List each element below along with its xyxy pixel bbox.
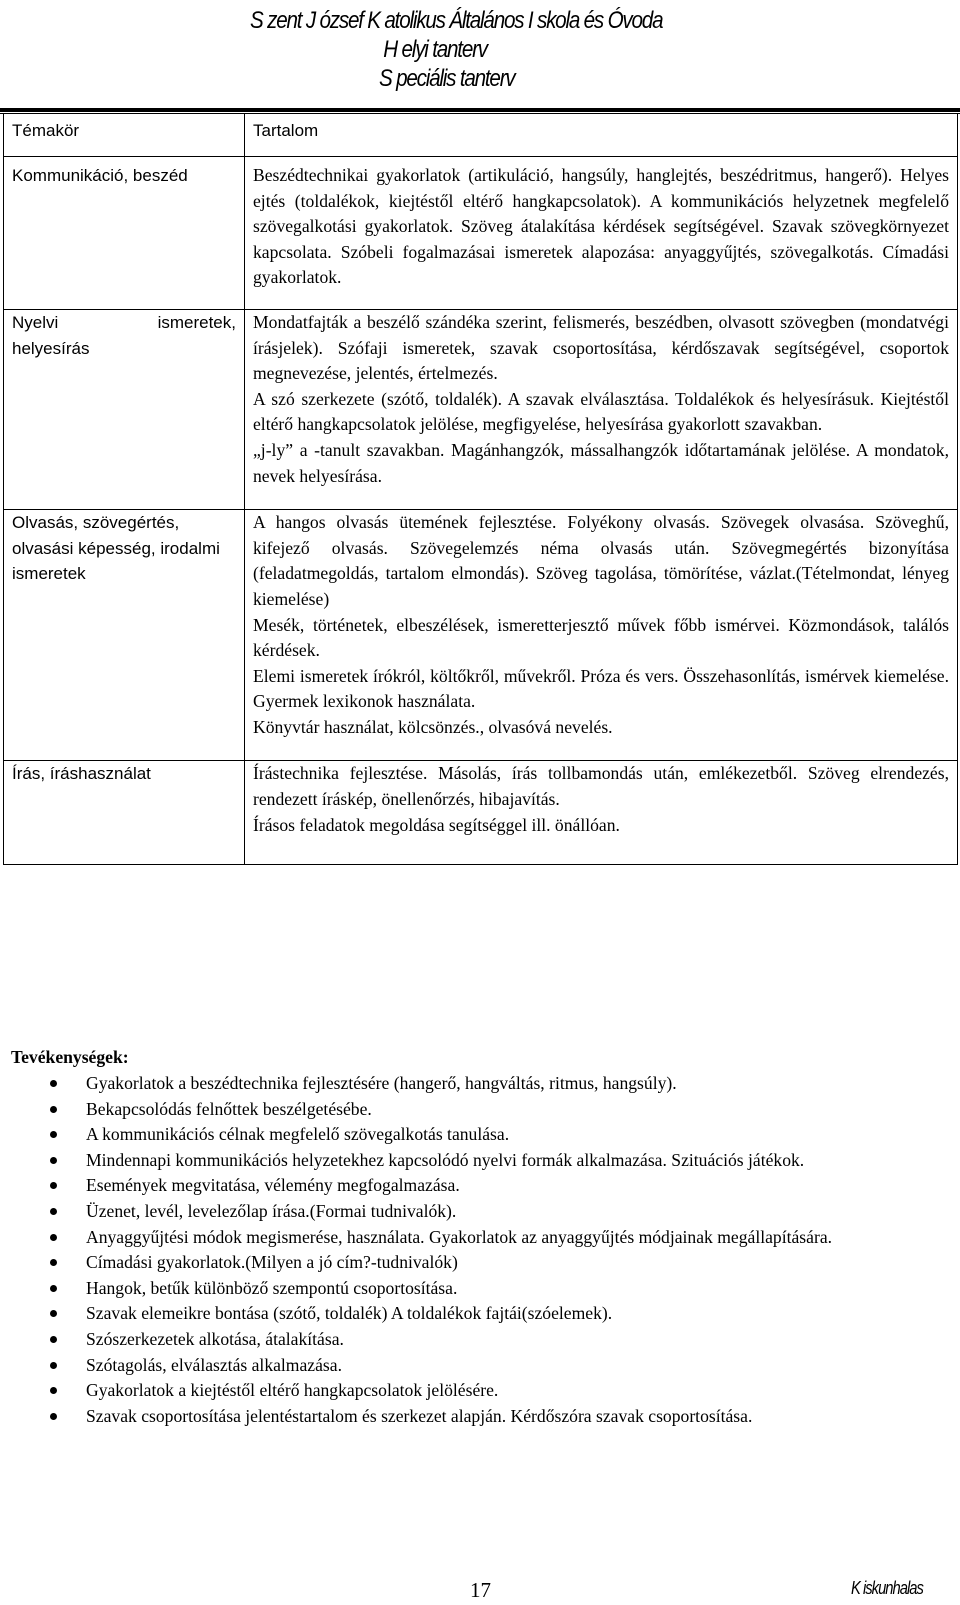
list-item-text: Gyakorlatok a beszédtechnika fejlesztésére (hangerő, hangváltás, ritmus, hangsúly). (86, 1073, 677, 1093)
content-paragraph: Könyvtár használat, kölcsönzés., olvasóvá nevelés. (253, 716, 613, 737)
list-item-text: Mindennapi kommunikációs helyzetekhez kapcsolódó nyelvi formák alkalmazása. Szituációs játékok. (86, 1149, 805, 1170)
list-item (36, 1199, 956, 1225)
activities-list (36, 1071, 956, 1429)
row-topic-part: Nyelvi (12, 312, 59, 332)
curriculum-subtitle: S peciális tanterv (379, 65, 515, 92)
document-header (250, 6, 852, 93)
list-item (36, 1327, 956, 1353)
row-topic: Olvasás, szövegértés, olvasási képesség, irodalmi ismeretek (4, 510, 245, 761)
list-item (36, 1225, 956, 1251)
row-topic: Írás, íráshasználat (4, 761, 245, 865)
bullet-icon (50, 1182, 57, 1189)
list-item-text: Anyaggyűjtési módok megismerése, használata. Gyakorlatok az anyaggyűjtés módjainak megállapítására. (86, 1226, 833, 1247)
list-item (36, 1276, 956, 1302)
content-paragraph: Elemi ismeretek írókról, költőkről, művekről. Próza és vers. Összehasonlítás, ismérvek kiemelése. Gyermek lexikonok használata. (253, 665, 949, 712)
bullet-icon (50, 1362, 57, 1369)
bullet-icon (50, 1131, 57, 1138)
school-name: S zent J ózsef K atolikus Általános I skola és Óvoda (250, 7, 663, 34)
bullet-icon (50, 1259, 57, 1266)
table-row (4, 761, 958, 865)
table-row (4, 157, 958, 310)
table-row (4, 510, 958, 761)
list-item (36, 1097, 956, 1123)
bullet-icon (50, 1413, 57, 1420)
bullet-icon (50, 1234, 57, 1241)
bullet-icon (50, 1285, 57, 1292)
list-item-text: Szótagolás, elválasztás alkalmazása. (86, 1354, 342, 1375)
content-paragraph: Írástechnika fejlesztése. Másolás, írás tollbamondás után, emlékezetből. Szöveg elrendezés, rendezett íráskép, önellenőrzés, hibajavítás. (253, 763, 949, 810)
list-item-text: Események megvitatása, vélemény megfogalmazása. (86, 1175, 460, 1196)
curriculum-title: H elyi tanterv (383, 36, 487, 63)
row-topic-part: ismeretek, (157, 312, 236, 332)
column-header-topic: Témakör (4, 114, 245, 157)
list-item (36, 1071, 956, 1097)
activities-title: Tevékenységek: (11, 1047, 129, 1067)
list-item-text: Szavak csoportosítása jelentéstartalom és szerkezet alapján. Kérdőszóra szavak csoportosítása. (86, 1405, 753, 1426)
list-item-text: Üzenet, levél, levelezőlap írása.(Formai tudnivalók). (86, 1200, 457, 1221)
bullet-icon (50, 1208, 57, 1215)
row-content (245, 510, 958, 761)
content-paragraph: Mesék, történetek, elbeszélések, ismeretterjesztő művek főbb ismérvei. Közmondások, találós kérdések. (253, 614, 949, 661)
bullet-icon (50, 1387, 57, 1394)
list-item (36, 1122, 956, 1148)
list-item-text: Szavak elemeikre bontása (szótő, toldalék) A toldalékok fajtái(szóelemek). (86, 1303, 613, 1324)
bullet-icon (50, 1080, 57, 1087)
bullet-icon (50, 1157, 57, 1164)
list-item (36, 1404, 956, 1430)
bullet-icon (50, 1106, 57, 1113)
list-item (36, 1250, 956, 1276)
content-paragraph: Mondatfajták a beszélő szándéka szerint, felismerés, beszédben, olvasott szövegben (mondatvégi írásjelek). Szófaji ismeretek, szavak csoportosítása, kérdőszavak segítségével, csoportok megnevezése, jelentés, értelmezés. (253, 311, 949, 384)
list-item-text: Hangok, betűk különböző szempontú csoportosítása. (86, 1277, 458, 1298)
column-header-content: Tartalom (245, 114, 958, 157)
bullet-icon (50, 1310, 57, 1317)
curriculum-table (3, 113, 958, 865)
content-paragraph: Írásos feladatok megoldása segítséggel ill. önállóan. (253, 814, 620, 835)
list-item-text: Gyakorlatok a kiejtéstől eltérő hangkapcsolatok jelölésére. (86, 1380, 499, 1401)
footer-location: K iskunhalas (851, 1578, 923, 1598)
content-paragraph: „j-ly” a -tanult szavakban. Magánhangzók, mássalhangzók időtartamának jelölése. A mondatok, nevek helyesírása. (253, 439, 949, 486)
row-topic (4, 309, 245, 509)
table-header-row (4, 114, 958, 157)
list-item-text: Szószerkezetek alkotása, átalakítása. (86, 1328, 344, 1349)
header-rule-thick (0, 108, 960, 112)
list-item (36, 1353, 956, 1379)
list-item (36, 1378, 956, 1404)
list-item-text: A kommunikációs célnak megfelelő szövegalkotás tanulása. (86, 1124, 510, 1145)
list-item (36, 1301, 956, 1327)
row-topic-part: helyesírás (12, 338, 90, 358)
row-content (245, 761, 958, 865)
page-number: 17 (470, 1578, 491, 1602)
list-item-text: Címadási gyakorlatok.(Milyen a jó cím?-tudnivalók) (86, 1252, 458, 1273)
content-paragraph: A hangos olvasás ütemének fejlesztése. Folyékony olvasás. Szövegek olvasása. Szöveghű, kifejező olvasás. Szövegelemzés néma olvasás után. Szövegmegértés bizonyítása (feladatmegoldás, tartalom elmondás). Szöveg tagolása, tömörítése, vázlat.(Tételmondat, lényeg kiemelése) (253, 512, 949, 609)
bullet-icon (50, 1336, 57, 1343)
table-row (4, 309, 958, 509)
list-item (36, 1148, 956, 1174)
list-item (36, 1173, 956, 1199)
list-item-text: Bekapcsolódás felnőttek beszélgetésébe. (86, 1098, 372, 1119)
row-content (245, 309, 958, 509)
row-topic: Kommunikáció, beszéd (4, 157, 245, 310)
row-content: Beszédtechnikai gyakorlatok (artikuláció, hangsúly, hanglejtés, beszédritmus, hangerő). Helyes ejtés (toldalékok, kiejtéstől eltérő hangkapcsolatok). A kommunikációs helyzetnek megfelelő szövegalkotási gyakorlatok. Szöveg átalakítása kérdések segítségével. Szavak szövegkörnyezet kapcsolata. Szóbeli fogalmazásai ismeretek alapozása: anyaggyűjtés, szövegalkotás. Címadási gyakorlatok. (245, 157, 958, 310)
content-paragraph: A szó szerkezete (szótő, toldalék). A szavak elválasztása. Toldalékok és helyesírásuk. Kiejtéstől eltérő hangkapcsolatok jelölése, megfigyelése, helyesírása gyakorlott szavakban. (253, 388, 949, 435)
